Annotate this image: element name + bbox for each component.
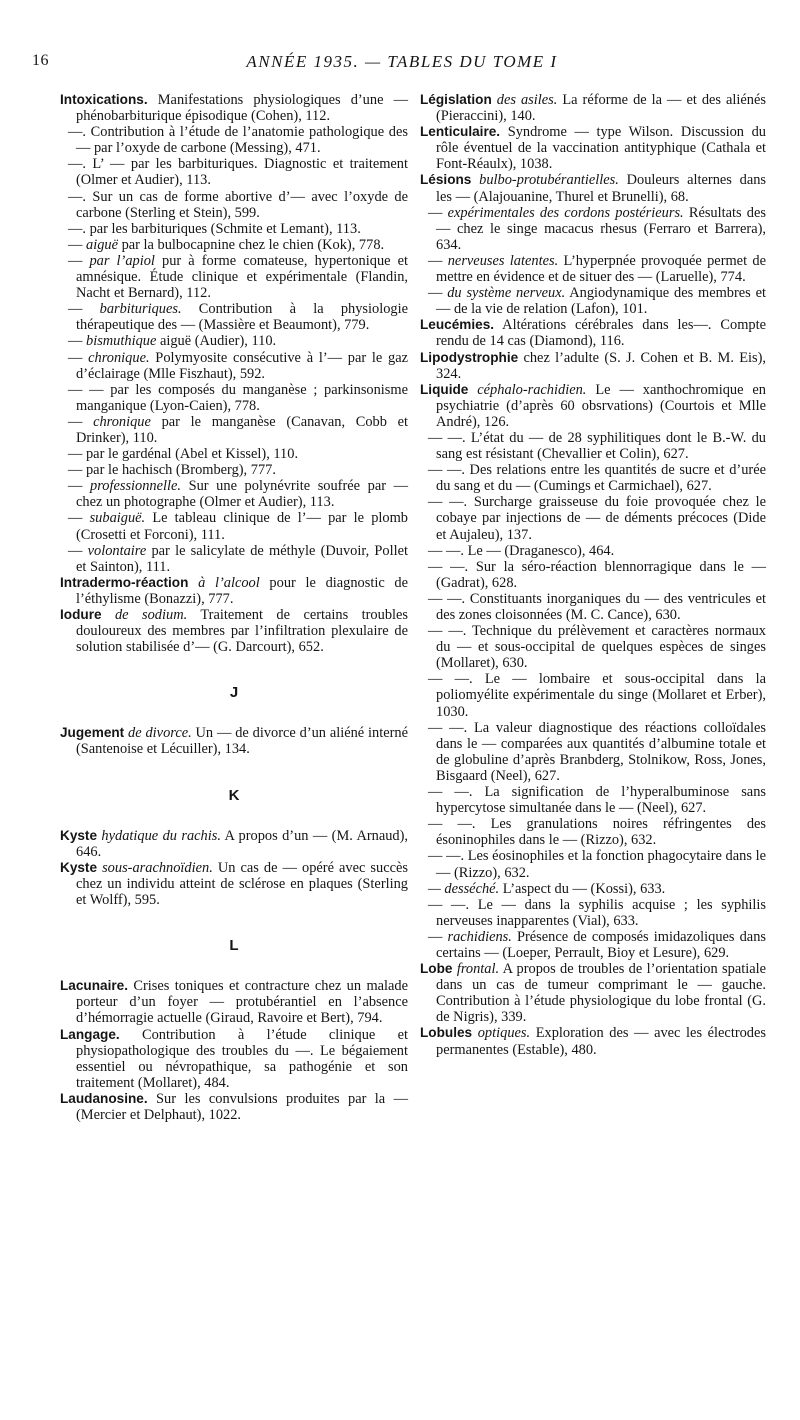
entry-text: Sur une polynévrite soufrée par — chez un photographe (Olmer et Audier), 113.: [76, 478, 408, 511]
entry-qualifier: subaiguë.: [89, 510, 146, 527]
index-entry: [420, 172, 766, 204]
entry-heading: Kyste: [60, 827, 98, 843]
entry-text: —. par les barbituriques (Schmite et Lemant), 113.: [68, 220, 361, 237]
index-entry: [420, 350, 766, 382]
entry-text: Contribution à la physiologie thérapeutique des — (Massière et Beaumont), 779.: [76, 301, 408, 334]
entry-text: aiguë (Audier), 110.: [156, 333, 277, 350]
entry-qualifier: de sodium.: [101, 607, 188, 623]
entry-text: pour le diagnostic de l’éthylisme (Bonazzi), 777.: [76, 574, 408, 607]
entry-text: — —. Les granulations noires réfringentes des ésoninophiles dans le — (Rizzo), 632.: [428, 816, 766, 849]
left-column: [60, 92, 408, 1123]
entry-text: — — par les composés du manganèse ; parkinsonisme manganique (Lyon-Caien), 778.: [68, 381, 408, 414]
page-number: 16: [32, 52, 49, 69]
entry-text: — par le gardénal (Abel et Kissel), 110.: [68, 446, 299, 463]
entry-text: — —. Sur la séro-réaction blennorragique dans le — (Gadrat), 628.: [428, 558, 766, 591]
entry-text: Altérations cérébrales dans les—. Compte rendu de 14 cas (Diamond), 116.: [436, 317, 766, 350]
entry-text: —. L’ — par les barbituriques. Diagnostic et traitement (Olmer et Audier), 113.: [68, 156, 408, 189]
index-entry: [420, 1025, 766, 1057]
index-subentry: [420, 623, 766, 671]
index-subentry: [420, 720, 766, 784]
entry-qualifier: bulbo-protubérantielles.: [471, 172, 619, 189]
entry-heading: Lenticulaire.: [420, 124, 501, 140]
index-subentry: [420, 671, 766, 719]
entry-qualifier: expérimentales des cordons postérieurs.: [447, 204, 684, 221]
entry-heading: Laudanosine.: [60, 1090, 148, 1106]
entry-heading: Lobe: [420, 961, 453, 977]
entry-heading: Lacunaire.: [60, 978, 128, 994]
index-subentry: [420, 494, 766, 542]
entry-heading: Lobules: [420, 1025, 473, 1041]
section-letter: K: [228, 786, 240, 804]
entry-qualifier: sous-arachnoïdien.: [97, 859, 213, 876]
entry-text: Polymyosite consécutive à l’— par le gaz d’éclairage (Mlle Fiszhaut), 592.: [76, 349, 408, 382]
entry-text: La réforme de la — et des aliénés (Pieraccini), 140.: [436, 92, 766, 125]
entry-text: A propos d’un — (M. Arnaud), 646.: [76, 827, 408, 860]
index-subentry: [60, 446, 408, 462]
entry-text: — —. Surcharge graisseuse du foie provoquée chez le cobaye par injections de — de déments précoces (Dide et Aujaleu), 137.: [428, 494, 766, 543]
entry-qualifier: de divorce.: [124, 725, 192, 742]
entry-heading: Leucémies.: [420, 317, 495, 333]
entry-heading: Langage.: [60, 1026, 120, 1042]
index-subentry: — expérimentales des cordons postérieurs. Résultats des — chez le singe macacus rhesus (Ferraro et Barrera), 634.: [428, 204, 766, 253]
index-entry: [420, 92, 766, 124]
entry-text: Sur les convulsions produites par la — (Mercier et Delphaut), 1022.: [76, 1090, 408, 1123]
entry-qualifier: par l’apiol: [89, 252, 155, 269]
entry-text: Traitement de certains troubles douloureux des membres par l’infiltration plexulaire de solution stabilisée d’— (G. Darcourt), 652.: [76, 607, 408, 656]
entry-text: Présence de composés imidazoliques dans certains — (Loeper, Perrault, Bioy et Lesure), 629.: [436, 928, 766, 961]
entry-qualifier: des asiles.: [491, 92, 558, 108]
running-title: ANNÉE 1935. — TABLES DU TOME I: [246, 52, 558, 71]
entry-qualifier: hydatique du rachis.: [97, 827, 221, 844]
index-subentry: — aiguë par la bulbocapnine chez le chien (Kok), 778.: [68, 236, 385, 253]
entry-qualifier: professionnelle.: [90, 478, 181, 495]
entry-qualifier: à l’alcool: [188, 574, 260, 591]
index-subentry: — volontaire par le salicylate de méthyle (Duvoir, Pollet et Sainton), 111.: [68, 542, 408, 575]
index-subentry: [60, 156, 408, 188]
entry-text: chez l’adulte (S. J. Cohen et B. M. Eis), 324.: [436, 349, 766, 382]
entry-heading: Intradermo-réaction: [60, 574, 189, 590]
entry-text: Le tableau clinique de l’— par le plomb (Crosetti et Forconi), 111.: [76, 510, 408, 543]
index-entry: [60, 978, 408, 1026]
entry-text: pur à forme comateuse, hypertonique et amnésique. Étude clinique et expérimentale (Flandin, Nacht et Bernard), 112.: [76, 252, 408, 302]
entry-heading: Lipodystrophie: [420, 349, 519, 365]
entry-text: — —. Technique du prélèvement et caractères normaux du — et sous-occipital de quelques espèces de singes (Mollaret), 630.: [428, 623, 766, 672]
entry-text: — —. L’état du — de 28 syphilitiques dont le B.-W. du sang est résistant (Chevallier et Colin), 627.: [428, 429, 766, 463]
index-subentry: [420, 559, 766, 591]
index-subentry: [420, 897, 766, 929]
entry-text: — —. Des relations entre les quantités de sucre et d’urée du sang et du — (Cumings et Carmichael), 627.: [428, 462, 766, 495]
index-entry: [60, 92, 408, 124]
index-entry: [60, 828, 408, 860]
entry-text: Un cas de — opéré avec succès chez un individu atteint de sclérose en plaques (Sterling et Wolff), 595.: [76, 859, 408, 909]
entry-text: —. Contribution à l’étude de l’anatomie pathologique des — par l’oxyde de carbone (Messing), 471.: [68, 124, 408, 157]
index-entry: [420, 124, 766, 172]
entry-text: — —. Le — lombaire et sous-occipital dans la poliomyélite expérimentale du singe (Mollaret et Erber), 1030.: [428, 671, 766, 720]
index-subentry: — par l’apiol pur à forme comateuse, hypertonique et amnésique. Étude clinique et expérimentale (Flandin, Nacht et Bernard), 112.: [68, 252, 408, 302]
index-subentry: [420, 881, 766, 897]
entry-text: par le manganèse (Canavan, Cobb et Drinker), 110.: [76, 413, 408, 446]
index-subentry: [60, 382, 408, 414]
entry-heading: Iodure: [60, 607, 102, 622]
index-subentry: [60, 221, 408, 237]
entry-qualifier: bismuthique: [86, 333, 157, 350]
entry-text: Manifestations physiologiques d’une — phénobarbiturique épisodique (Cohen), 112.: [76, 92, 408, 125]
index-subentry: — barbituriques. Contribution à la physiologie thérapeutique des — (Massière et Beaumont), 779.: [68, 301, 408, 334]
index-subentry: [420, 591, 766, 623]
index-entry: [60, 1027, 408, 1091]
index-subentry: [60, 462, 408, 478]
index-entry: [60, 575, 408, 607]
entry-heading: Liquide: [420, 381, 469, 397]
entry-text: par le salicylate de méthyle (Duvoir, Pollet et Sainton), 111.: [76, 542, 408, 575]
section-letter: L: [229, 937, 239, 955]
index-subentry: [420, 430, 766, 462]
entry-text: L’hyperpnée provoquée permet de mettre en évidence et de situer des — (Laruelle), 774.: [436, 252, 766, 286]
entry-text: Douleurs alternes dans les — (Alajouanine, Thurel et Brunelli), 68.: [436, 172, 766, 205]
entry-text: — —. La valeur diagnostique des réactions colloïdales dans le — comparées aux quantités d’albumine totale et de globuline d’après Branbderg, Stolnikow, Ross, Jones, Bisgaard (Neel), 627.: [428, 719, 766, 784]
index-entry: [60, 725, 408, 757]
entry-qualifier: du système nerveux.: [447, 285, 566, 302]
index-subentry: — subaiguë. Le tableau clinique de l’— par le plomb (Crosetti et Forconi), 111.: [68, 510, 408, 543]
section-letter: J: [229, 684, 239, 702]
entry-heading: Intoxications.: [60, 92, 148, 107]
index-entry: [60, 607, 408, 655]
entry-qualifier: céphalo-rachidien.: [468, 381, 587, 398]
index-subentry: [420, 543, 766, 559]
entry-text: Angiodynamique des membres et — de la vie de relation (Lafon), 101.: [436, 285, 766, 318]
entry-heading: Législation: [420, 92, 492, 107]
entry-heading: Kyste: [60, 859, 98, 875]
index-subentry: — rachidiens. Présence de composés imidazoliques dans certains — (Loeper, Perrault, Bioy et Lesure), 629.: [428, 928, 766, 961]
index-subentry: — chronique par le manganèse (Canavan, Cobb et Drinker), 110.: [68, 413, 408, 446]
entry-text: — —. Le — (Draganesco), 464.: [428, 542, 615, 559]
entry-heading: Lésions: [420, 172, 472, 188]
entry-qualifier: rachidiens.: [447, 928, 512, 945]
entry-qualifier: aiguë: [86, 236, 118, 253]
entry-text: Exploration des — avec les électrodes permanentes (Estable), 480.: [436, 1025, 766, 1058]
index-entry: [60, 1091, 408, 1123]
index-subentry: [60, 189, 408, 221]
entry-qualifier: chronique: [93, 413, 151, 430]
index-subentry: [420, 784, 766, 816]
right-column: [420, 92, 766, 1058]
entry-text: Un — de divorce d’un aliéné interné (Santenoise et Lécuiller), 134.: [76, 725, 408, 758]
index-subentry: — nerveuses latentes. L’hyperpnée provoquée permet de mettre en évidence et de situer des — (Laruelle), 774.: [428, 252, 766, 286]
index-entry: [420, 382, 766, 430]
entry-qualifier: optiques.: [472, 1025, 531, 1042]
entry-text: par la bulbocapnine chez le chien (Kok), 778.: [117, 236, 385, 253]
page-header: [32, 52, 772, 78]
entry-qualifier: — desséché.: [428, 880, 500, 897]
entry-qualifier: nerveuses latentes.: [447, 252, 559, 269]
entry-qualifier: chronique.: [88, 349, 150, 366]
entry-text: — —. Le — dans la syphilis acquise ; les syphilis nerveuses inapparentes (Vial), 633.: [428, 896, 766, 929]
entry-text: — —. La signification de l’hyperalbuminose sans hypercytose simultanée dans le — (Neel), 627.: [428, 784, 766, 817]
index-subentry: [420, 816, 766, 848]
entry-qualifier: volontaire: [87, 542, 147, 559]
entry-text: — —. Constituants inorganiques du — des ventricules et des zones cloisonnées (M. C. Cance), 630.: [428, 590, 766, 623]
entry-heading: Jugement: [60, 725, 125, 741]
index-subentry: [60, 124, 408, 156]
entry-text: L’aspect du — (Kossi), 633.: [499, 880, 666, 897]
entry-text: Syndrome — type Wilson. Discussion du rôle éventuel de la vaccination antityphique (Cathala et Font-Réaulx), 1038.: [436, 124, 766, 173]
index-subentry: [420, 848, 766, 880]
entry-text: —. Sur un cas de forme abortive d’— avec l’oxyde de carbone (Sterling et Stein), 599.: [68, 188, 408, 221]
entry-text: — —. Les éosinophiles et la fonction phagocytaire dans le — (Rizzo), 632.: [428, 848, 766, 881]
entry-text: Résultats des — chez le singe macacus rhesus (Ferraro et Barrera), 634.: [436, 204, 766, 253]
entry-qualifier: barbituriques.: [99, 301, 182, 318]
index-subentry: — bismuthique aiguë (Audier), 110.: [68, 333, 277, 350]
entry-text: Le — xanthochromique en psychiatrie (d’après 60 obsrvations) (Courtois et Mlle André), 126.: [436, 381, 767, 430]
index-entry: [420, 317, 766, 349]
index-entry: [420, 961, 766, 1025]
index-subentry: [420, 462, 766, 494]
index-subentry: — chronique. Polymyosite consécutive à l’— par le gaz d’éclairage (Mlle Fiszhaut), 592.: [68, 349, 408, 382]
entry-qualifier: frontal.: [452, 961, 500, 978]
entry-text: Crises toniques et contracture chez un malade porteur d’un foyer — protubérantiel en l’absence d’hémorragie actuelle (Giraud, Ravoire et Bert), 794.: [76, 978, 408, 1027]
index-subentry: — du système nerveux. Angiodynamique des membres et — de la vie de relation (Lafon), 101.: [428, 285, 766, 318]
entry-text: A propos de troubles de l’orientation spatiale dans un cas de tumeur comprimant le — gauche. Contribution à l’étude physiologique du lobe frontal (G. de Nigris), 339.: [436, 961, 766, 1026]
index-entry: [60, 860, 408, 908]
entry-text: Contribution à l’étude clinique et physiopathologique des troubles du —. Le bégaiement essentiel ou névropathique, sa pathogénie et son traitement (Mollaret), 484.: [76, 1026, 408, 1091]
entry-text: — par le hachisch (Bromberg), 777.: [68, 462, 276, 479]
index-subentry: — professionnelle. Sur une polynévrite soufrée par — chez un photographe (Olmer et Audier), 113.: [68, 478, 408, 511]
